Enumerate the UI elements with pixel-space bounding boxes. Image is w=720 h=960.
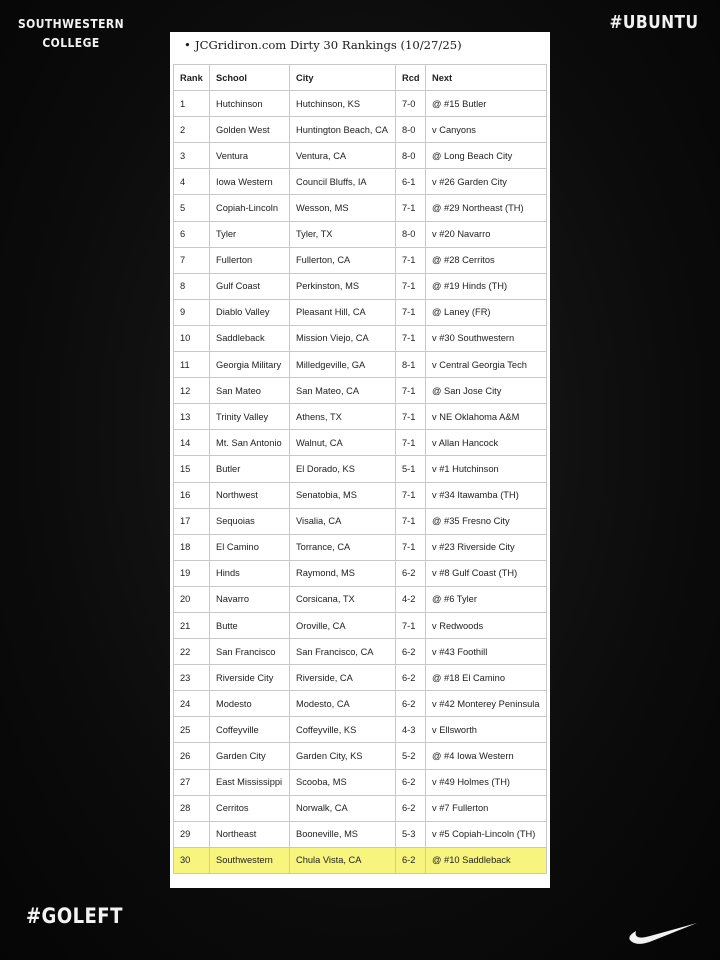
cell-rank: 3	[174, 143, 210, 169]
cell-rank: 29	[174, 821, 210, 847]
cell-school: Navarro	[210, 586, 290, 612]
cell-record: 7-1	[396, 534, 426, 560]
cell-next: @ #19 Hinds (TH)	[426, 273, 547, 299]
cell-rank: 27	[174, 769, 210, 795]
cell-rank: 9	[174, 299, 210, 325]
cell-city: Visalia, CA	[290, 508, 396, 534]
table-row	[174, 404, 547, 430]
cell-city: Mission Viejo, CA	[290, 325, 396, 351]
cell-record: 5-1	[396, 456, 426, 482]
cell-record: 7-1	[396, 378, 426, 404]
cell-school: Diablo Valley	[210, 299, 290, 325]
table-row	[174, 795, 547, 821]
cell-city: Modesto, CA	[290, 691, 396, 717]
cell-rank: 24	[174, 691, 210, 717]
rankings-title-text: JCGridiron.com Dirty 30 Rankings (10/27/25)	[195, 38, 462, 52]
cell-school: El Camino	[210, 534, 290, 560]
cell-rank: 16	[174, 482, 210, 508]
table-row	[174, 430, 547, 456]
table-row	[174, 743, 547, 769]
cell-record: 6-2	[396, 769, 426, 795]
table-row	[174, 691, 547, 717]
table-row	[174, 665, 547, 691]
cell-record: 6-2	[396, 795, 426, 821]
cell-record: 7-1	[396, 247, 426, 273]
cell-rank: 11	[174, 352, 210, 378]
cell-city: San Francisco, CA	[290, 639, 396, 665]
table-row	[174, 639, 547, 665]
cell-rank: 20	[174, 586, 210, 612]
header-record: Rcd	[396, 65, 426, 91]
cell-record: 7-1	[396, 299, 426, 325]
cell-next: @ #35 Fresno City	[426, 508, 547, 534]
cell-next: @ #18 El Camino	[426, 665, 547, 691]
cell-city: Athens, TX	[290, 404, 396, 430]
table-header-row	[174, 65, 547, 91]
cell-rank: 19	[174, 560, 210, 586]
cell-next: v #8 Gulf Coast (TH)	[426, 560, 547, 586]
cell-record: 6-2	[396, 665, 426, 691]
cell-school: Garden City	[210, 743, 290, 769]
cell-rank: 18	[174, 534, 210, 560]
cell-record: 6-1	[396, 169, 426, 195]
cell-next: v Ellsworth	[426, 717, 547, 743]
table-row	[174, 534, 547, 560]
cell-record: 5-2	[396, 743, 426, 769]
cell-city: El Dorado, KS	[290, 456, 396, 482]
cell-record: 7-0	[396, 91, 426, 117]
rankings-table	[173, 64, 547, 874]
cell-record: 8-0	[396, 117, 426, 143]
cell-school: Northeast	[210, 821, 290, 847]
cell-school: Iowa Western	[210, 169, 290, 195]
swoosh-icon	[628, 918, 698, 946]
cell-school: San Mateo	[210, 378, 290, 404]
cell-city: Oroville, CA	[290, 612, 396, 638]
table-row	[174, 299, 547, 325]
cell-school: Northwest	[210, 482, 290, 508]
table-row	[174, 325, 547, 351]
cell-next: v #43 Foothill	[426, 639, 547, 665]
cell-record: 7-1	[396, 612, 426, 638]
cell-record: 5-3	[396, 821, 426, 847]
cell-school: Georgia Military	[210, 352, 290, 378]
cell-record: 7-1	[396, 404, 426, 430]
cell-rank: 12	[174, 378, 210, 404]
cell-rank: 22	[174, 639, 210, 665]
cell-school: Tyler	[210, 221, 290, 247]
cell-record: 7-1	[396, 508, 426, 534]
cell-rank: 1	[174, 91, 210, 117]
cell-school: Gulf Coast	[210, 273, 290, 299]
cell-next: @ #15 Butler	[426, 91, 547, 117]
header-school: School	[210, 65, 290, 91]
cell-rank: 10	[174, 325, 210, 351]
cell-next: v #5 Copiah-Lincoln (TH)	[426, 821, 547, 847]
cell-next: v #7 Fullerton	[426, 795, 547, 821]
cell-school: San Francisco	[210, 639, 290, 665]
table-row	[174, 247, 547, 273]
cell-school: Riverside City	[210, 665, 290, 691]
cell-city: Walnut, CA	[290, 430, 396, 456]
cell-record: 8-0	[396, 221, 426, 247]
table-row	[174, 821, 547, 847]
cell-school: Trinity Valley	[210, 404, 290, 430]
cell-school: Coffeyville	[210, 717, 290, 743]
cell-school: Sequoias	[210, 508, 290, 534]
cell-record: 6-2	[396, 691, 426, 717]
cell-city: Booneville, MS	[290, 821, 396, 847]
cell-rank: 5	[174, 195, 210, 221]
cell-record: 7-1	[396, 430, 426, 456]
cell-city: Coffeyville, KS	[290, 717, 396, 743]
cell-city: Corsicana, TX	[290, 586, 396, 612]
cell-rank: 8	[174, 273, 210, 299]
cell-record: 7-1	[396, 482, 426, 508]
cell-rank: 17	[174, 508, 210, 534]
brand-line-2: COLLEGE	[42, 35, 100, 50]
cell-city: Senatobia, MS	[290, 482, 396, 508]
cell-next: v Redwoods	[426, 612, 547, 638]
table-row	[174, 482, 547, 508]
cell-next: @ Laney (FR)	[426, 299, 547, 325]
table-row	[174, 91, 547, 117]
cell-city: Hutchinson, KS	[290, 91, 396, 117]
table-row	[174, 717, 547, 743]
cell-next: @ #28 Cerritos	[426, 247, 547, 273]
cell-next: @ San Jose City	[426, 378, 547, 404]
table-row	[174, 508, 547, 534]
cell-school: Ventura	[210, 143, 290, 169]
cell-rank: 21	[174, 612, 210, 638]
cell-school: Golden West	[210, 117, 290, 143]
cell-school: East Mississippi	[210, 769, 290, 795]
cell-next: v #26 Garden City	[426, 169, 547, 195]
cell-next: v NE Oklahoma A&M	[426, 404, 547, 430]
cell-city: Huntington Beach, CA	[290, 117, 396, 143]
cell-next: v #1 Hutchinson	[426, 456, 547, 482]
cell-city: San Mateo, CA	[290, 378, 396, 404]
cell-city: Ventura, CA	[290, 143, 396, 169]
cell-school: Copiah-Lincoln	[210, 195, 290, 221]
cell-city: Pleasant Hill, CA	[290, 299, 396, 325]
college-wordmark	[18, 14, 124, 52]
rankings-card	[170, 32, 550, 888]
table-row	[174, 769, 547, 795]
cell-next: v #23 Riverside City	[426, 534, 547, 560]
table-row	[174, 560, 547, 586]
cell-school: Modesto	[210, 691, 290, 717]
cell-next: @ #4 Iowa Western	[426, 743, 547, 769]
cell-city: Milledgeville, GA	[290, 352, 396, 378]
cell-rank: 7	[174, 247, 210, 273]
cell-next: v Allan Hancock	[426, 430, 547, 456]
table-row	[174, 847, 547, 873]
cell-city: Tyler, TX	[290, 221, 396, 247]
cell-rank: 2	[174, 117, 210, 143]
cell-school: Hinds	[210, 560, 290, 586]
cell-rank: 28	[174, 795, 210, 821]
table-row	[174, 117, 547, 143]
cell-next: @ #10 Saddleback	[426, 847, 547, 873]
cell-city: Raymond, MS	[290, 560, 396, 586]
table-row	[174, 169, 547, 195]
cell-rank: 6	[174, 221, 210, 247]
cell-city: Garden City, KS	[290, 743, 396, 769]
cell-record: 7-1	[396, 325, 426, 351]
cell-next: v Canyons	[426, 117, 547, 143]
cell-school: Hutchinson	[210, 91, 290, 117]
cell-rank: 30	[174, 847, 210, 873]
hashtag-bottom: #GOLEFT	[26, 904, 123, 928]
cell-rank: 4	[174, 169, 210, 195]
cell-city: Norwalk, CA	[290, 795, 396, 821]
cell-next: @ #29 Northeast (TH)	[426, 195, 547, 221]
header-city: City	[290, 65, 396, 91]
rankings-title	[184, 38, 462, 52]
hashtag-top: #UBUNTU	[608, 12, 698, 33]
cell-next: @ Long Beach City	[426, 143, 547, 169]
cell-school: Cerritos	[210, 795, 290, 821]
table-row	[174, 143, 547, 169]
cell-next: @ #6 Tyler	[426, 586, 547, 612]
cell-city: Perkinston, MS	[290, 273, 396, 299]
cell-city: Fullerton, CA	[290, 247, 396, 273]
cell-record: 6-2	[396, 560, 426, 586]
table-row	[174, 612, 547, 638]
cell-school: Butler	[210, 456, 290, 482]
cell-record: 6-2	[396, 847, 426, 873]
cell-next: v #49 Holmes (TH)	[426, 769, 547, 795]
cell-record: 4-2	[396, 586, 426, 612]
cell-record: 8-1	[396, 352, 426, 378]
cell-next: v #34 Itawamba (TH)	[426, 482, 547, 508]
cell-city: Riverside, CA	[290, 665, 396, 691]
header-next: Next	[426, 65, 547, 91]
cell-city: Torrance, CA	[290, 534, 396, 560]
cell-next: v Central Georgia Tech	[426, 352, 547, 378]
table-row	[174, 352, 547, 378]
cell-city: Scooba, MS	[290, 769, 396, 795]
cell-city: Chula Vista, CA	[290, 847, 396, 873]
cell-record: 7-1	[396, 273, 426, 299]
table-row	[174, 378, 547, 404]
cell-school: Mt. San Antonio	[210, 430, 290, 456]
cell-rank: 13	[174, 404, 210, 430]
cell-next: v #30 Southwestern	[426, 325, 547, 351]
cell-record: 8-0	[396, 143, 426, 169]
table-row	[174, 195, 547, 221]
cell-rank: 15	[174, 456, 210, 482]
cell-city: Council Bluffs, IA	[290, 169, 396, 195]
cell-record: 4-3	[396, 717, 426, 743]
brand-line-1: SOUTHWESTERN	[18, 16, 124, 31]
header-rank: Rank	[174, 65, 210, 91]
cell-next: v #42 Monterey Peninsula	[426, 691, 547, 717]
cell-rank: 25	[174, 717, 210, 743]
table-row	[174, 221, 547, 247]
cell-next: v #20 Navarro	[426, 221, 547, 247]
table-row	[174, 456, 547, 482]
table-row	[174, 586, 547, 612]
bullet-icon: •	[184, 38, 191, 52]
cell-school: Southwestern	[210, 847, 290, 873]
cell-record: 6-2	[396, 639, 426, 665]
cell-city: Wesson, MS	[290, 195, 396, 221]
cell-record: 7-1	[396, 195, 426, 221]
cell-rank: 14	[174, 430, 210, 456]
table-row	[174, 273, 547, 299]
cell-school: Fullerton	[210, 247, 290, 273]
cell-school: Saddleback	[210, 325, 290, 351]
cell-school: Butte	[210, 612, 290, 638]
cell-rank: 23	[174, 665, 210, 691]
cell-rank: 26	[174, 743, 210, 769]
